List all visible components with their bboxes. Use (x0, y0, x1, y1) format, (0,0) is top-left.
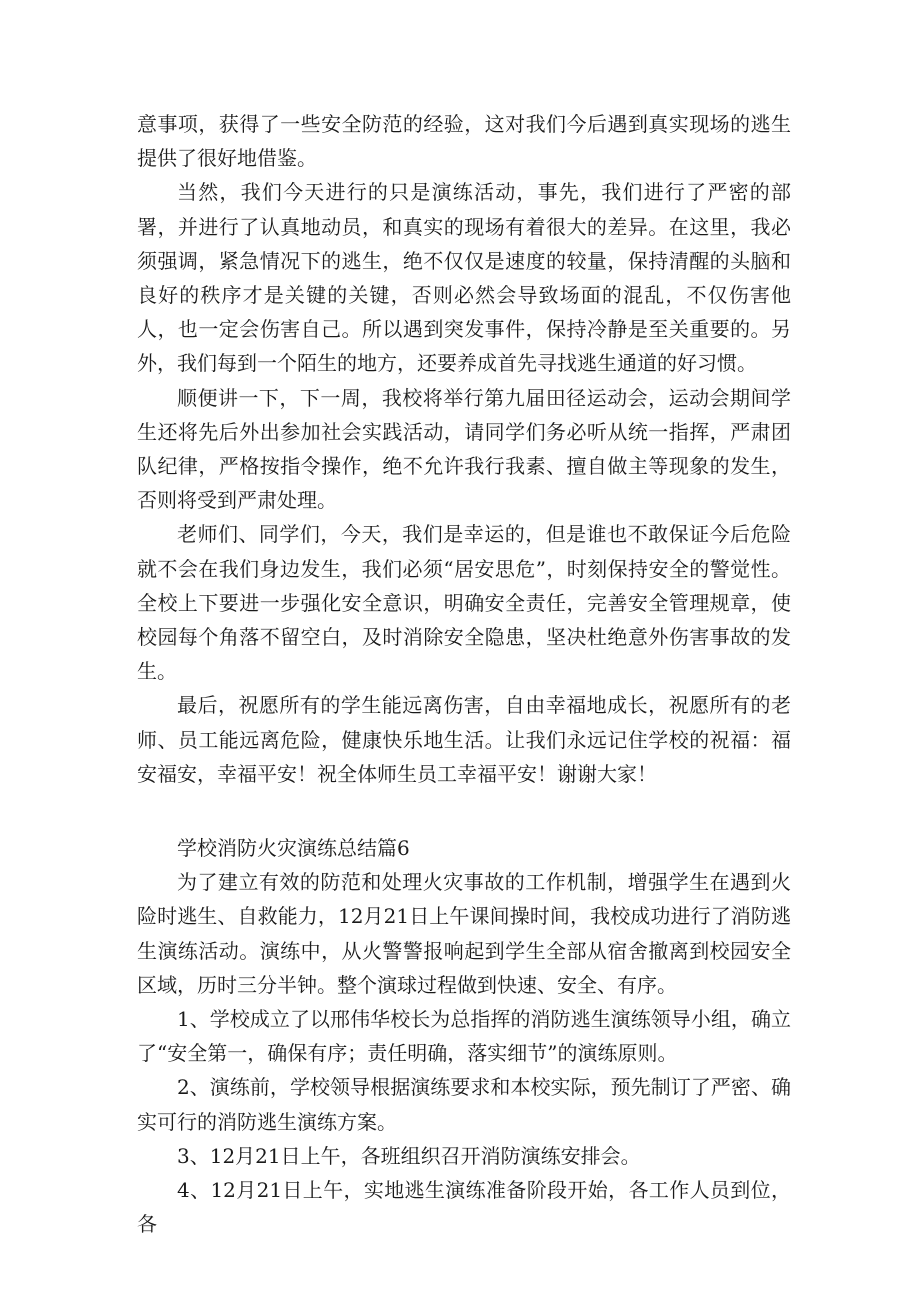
paragraph-7: 1、学校成立了以邢伟华校长为总指挥的消防逃生演练领导小组，确立了“安全第一，确保有序；责任明确，落实细节”的演练原则。 (137, 1007, 791, 1066)
paragraph-2: 当然，我们今天进行的只是演练活动，事先，我们进行了严密的部署，并进行了认真地动员，和真实的现场有着很大的差异。在这里，我必须强调，紧急情况下的逃生，绝不仅仅是速度的较量，保持清醒的头脑和良好的秩序才是关键的关键，否则必然会导致场面的混乱，不仅伤害他人，也一定会伤害自己。所以遇到突发事件，保持冷静是至关重要的。另外，我们每到一个陌生的地方，还要养成首先寻找逃生通道的好习惯。 (137, 180, 791, 376)
paragraph-4: 老师们、同学们，今天，我们是幸运的，但是谁也不敢保证今后危险就不会在我们身边发生，我们必须“居安思危”，时刻保持安全的警觉性。全校上下要进一步强化安全意识，明确安全责任，完善安全管理规章，使校园每个角落不留空白，及时消除安全隐患，坚决杜绝意外伤害事故的发生。 (137, 522, 791, 684)
section-title: 学校消防火灾演练总结篇6 (177, 836, 410, 861)
paragraph-3: 顺便讲一下，下一周，我校将举行第九届田径运动会，运动会期间学生还将先后外出参加社会实践活动，请同学们务必听从统一指挥，严肃团队纪律，严格按指令操作，绝不允许我行我素、擅自做主等现象的发生，否则将受到严肃处理。 (137, 385, 791, 513)
paragraph-5: 最后，祝愿所有的学生能远离伤害，自由幸福地成长，祝愿所有的老师、员工能远离危险，健康快乐地生活。让我们永远记住学校的祝福：福安福安，幸福平安！祝全体师生员工幸福平安！谢谢大家！ (137, 693, 791, 786)
paragraph-9: 3、12月21日上午，各班组织召开消防演练安排会。 (177, 1143, 641, 1168)
section-spacer (137, 791, 791, 831)
document-body (137, 107, 791, 1242)
paragraph-10: 4、12月21日上午，实地逃生演练准备阶段开始，各工作人员到位，各 (137, 1178, 791, 1237)
paragraph-6: 为了建立有效的防范和处理火灾事故的工作机制，增强学生在遇到火险时逃生、自救能力，12月21日上午课间操时间，我校成功进行了消防逃生演练活动。演练中，从火警警报响起到学生全部从宿舍撤离到校园安全区域，历时三分半钟。整个演球过程做到快速、安全、有序。 (137, 870, 791, 997)
paragraph-8: 2、演练前，学校领导根据演练要求和本校实际，预先制订了严密、确实可行的消防逃生演练方案。 (137, 1075, 791, 1134)
paragraph-1: 意事项，获得了一些安全防范的经验，这对我们今后遇到真实现场的逃生提供了很好地借鉴。 (137, 112, 791, 171)
